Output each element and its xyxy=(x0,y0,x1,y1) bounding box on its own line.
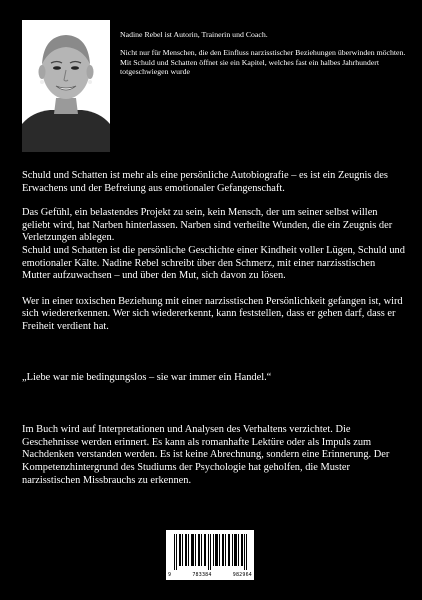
blurb-paragraph-2: Das Gefühl, ein belastendes Projekt zu sein, kein Mensch, der um seiner selbst willen geliebt wird, hat Narben hinterlassen. Narben sind verheilte Wunden, die ein Zeugnis der Verletzungen ablegen. xyxy=(22,207,393,244)
barcode-digit-1: 9 xyxy=(168,572,172,578)
barcode-digits xyxy=(168,572,252,578)
blurb-paragraph-5: Im Buch wird auf Interpretationen und Analysen des Verhaltens verzichtet. Die Geschehnisse werden erinnert. Es kann als romanhafte Lektüre oder als Impuls zum Nachdenken verstanden werden. Es ist keine Abrechnung, sondern eine Erinnerung. Der Kompetenzhintergrund des Studiums der Psychologie hat geholfen, die Muster narzisstischen Missbrauchs zu erkennen. xyxy=(22,424,390,486)
bio-description: Nicht nur für Menschen, die den Einfluss narzisstischer Beziehungen überwinden möchten. Mit Schuld und Schatten öffnet sie ein Kapitel, welches fast ein halbes Jahrhundert totgeschwiegen wurde xyxy=(120,48,406,77)
barcode-group-2: 982964 xyxy=(232,572,252,578)
blurb-text xyxy=(22,170,406,487)
bio-intro: Nadine Rebel ist Autorin, Trainerin und Coach. xyxy=(120,30,268,39)
blurb-paragraph-4: Wer in einer toxischen Beziehung mit einer narzisstischen Persönlichkeit gefangen ist, wird sich wiedererkennen. Wer sich wiedererkennt, kann feststellen, dass er gehen darf, dass er Freiheit verdient hat. xyxy=(22,295,403,332)
author-portrait xyxy=(22,20,110,152)
blurb-quote: „Liebe war nie bedingungslos – sie war immer ein Handel.“ xyxy=(22,371,272,383)
barcode-icon xyxy=(170,534,250,570)
isbn-barcode xyxy=(166,530,254,580)
author-bio xyxy=(120,30,406,86)
blurb-paragraph-3: Schuld und Schatten ist die persönliche Geschichte einer Kindheit voller Lügen, Schuld und emotionaler Kälte. Nadine Rebel schreibt über den Schmerz, mit einer narzisstischen Mutter aufzuwachsen – und über den Mut, sich davon zu lösen. xyxy=(22,244,405,282)
barcode-group-1: 783384 xyxy=(192,572,212,578)
blurb-paragraph-1: Schuld und Schatten ist mehr als eine persönliche Autobiografie – es ist ein Zeugnis des Erwachens und der Befreiung aus emotionaler Gefangenschaft. xyxy=(22,170,388,194)
